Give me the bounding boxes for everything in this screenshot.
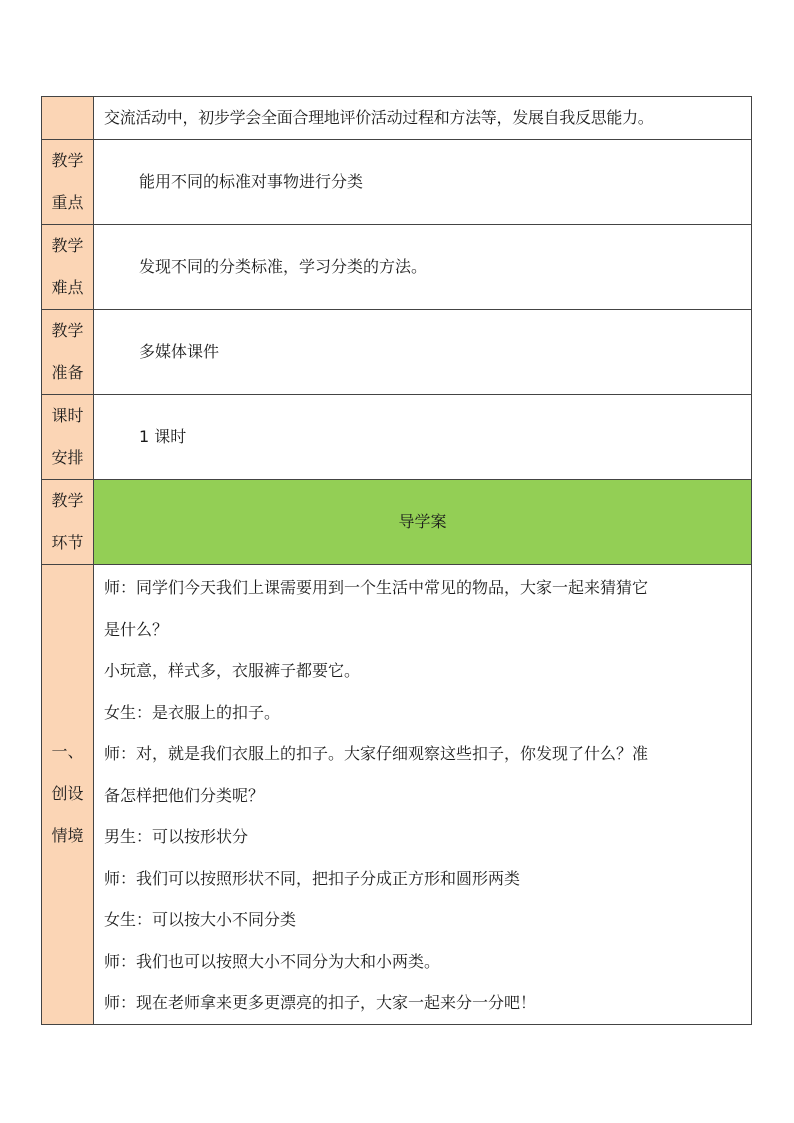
dialogue-line: 师：同学们今天我们上课需要用到一个生活中常见的物品，大家一起来猜猜它: [104, 578, 649, 597]
dialogue-line: 师：现在老师拿来更多更漂亮的扣子，大家一起来分一分吧！: [104, 993, 537, 1012]
table-row: [42, 140, 752, 225]
table-row: [42, 310, 752, 395]
preparation-content: 多媒体课件: [94, 310, 752, 395]
dialogue-line: 备怎样把他们分类呢？: [104, 785, 265, 805]
row-label-scenario: 一、 创设 情境: [42, 565, 94, 1025]
difficulties-content: 发现不同的分类标准，学习分类的方法。: [94, 225, 752, 310]
row-label-difficulties: 教学 难点: [42, 225, 94, 310]
lesson-plan-table: [41, 96, 752, 1025]
table-row: [42, 480, 752, 565]
row-label-preparation: 教学 准备: [42, 310, 94, 395]
objective-continuation: 交流活动中，初步学会全面合理地评价活动过程和方法等，发展自我反思能力。: [94, 97, 752, 140]
guide-plan-header: 导学案: [94, 480, 752, 565]
dialogue-line: 师：我们也可以按照大小不同分为大和小两类。: [104, 951, 441, 971]
dialogue-line: 师：对，就是我们衣服上的扣子。大家仔细观察这些扣子，你发现了什么？准: [104, 744, 649, 763]
dialogue-line: 小玩意，样式多，衣服裤子都要它。: [104, 661, 361, 680]
table-row: [42, 225, 752, 310]
row-label-schedule: 课时 安排: [42, 395, 94, 480]
row-label-stages: 教学 环节: [42, 480, 94, 565]
table-row: [42, 565, 752, 1025]
row-label-empty: [42, 97, 94, 140]
table-row: [42, 97, 752, 140]
dialogue-line: 是什么？: [104, 619, 169, 639]
dialogue-line: 女生：可以按大小不同分类: [104, 910, 297, 929]
schedule-content: 1 课时: [94, 395, 752, 480]
dialogue-line: 师：我们可以按照形状不同，把扣子分成正方形和圆形两类: [104, 868, 521, 888]
dialogue-line: 女生：是衣服上的扣子。: [104, 702, 281, 722]
row-label-key-points: 教学 重点: [42, 140, 94, 225]
key-points-content: 能用不同的标准对事物进行分类: [94, 140, 752, 225]
dialogue-line: 男生：可以按形状分: [104, 827, 249, 846]
scenario-content: [94, 565, 752, 1025]
table-row: [42, 395, 752, 480]
